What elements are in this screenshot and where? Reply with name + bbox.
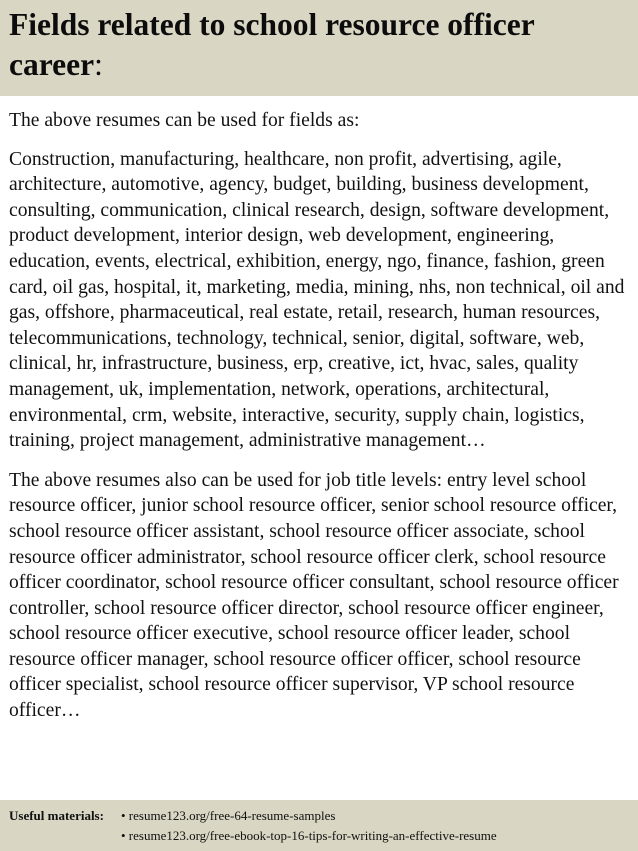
main-content [9, 108, 631, 724]
page-title [9, 5, 629, 85]
page-title-text: Fields related to school resource officer career [9, 7, 535, 82]
title-banner [0, 0, 638, 96]
page-title-colon: : [94, 47, 103, 82]
useful-materials-footer [0, 800, 638, 851]
fields-list: Construction, manufacturing, healthcare, non profit, advertising, agile, architecture, automotive, agency, budget, building, business development, consulting, communication, clinical research, design, software development, product development, interior design, web development, engineering, education, events, electrical, exhibition, energy, ngo, finance, fashion, green card, oil gas, hospital, it, marketing, media, mining, nhs, non technical, oil and gas, offshore, pharmaceutical, real estate, retail, research, human resources, telecommunications, technology, technical, senior, digital, software, web, clinical, hr, infrastructure, business, erp, creative, ict, hvac, sales, quality management, uk, implementation, network, operations, architectural, environmental, crm, website, interactive, security, supply chain, logistics, training, project management, administrative management… [9, 148, 625, 452]
resume-ebook-link[interactable]: • resume123.org/free-ebook-top-16-tips-for-writing-an-effective-resume [121, 828, 497, 843]
useful-materials-links [121, 806, 497, 846]
useful-materials-label: Useful materials: [9, 808, 104, 823]
job-title-levels: The above resumes also can be used for job title levels: entry level school resource officer, junior school resource officer, senior school resource officer, school resource officer assistant, school resource officer associate, school resource officer administrator, school resource officer clerk, school resource officer coordinator, school resource officer consultant, school resource officer controller, school resource officer director, school resource officer engineer, school resource officer executive, school resource officer leader, school resource officer manager, school resource officer officer, school resource officer specialist, school resource officer supervisor, VP school resource officer… [9, 469, 619, 722]
fields-intro: The above resumes can be used for fields as: [9, 110, 360, 131]
resume-samples-link[interactable]: • resume123.org/free-64-resume-samples [121, 808, 336, 823]
